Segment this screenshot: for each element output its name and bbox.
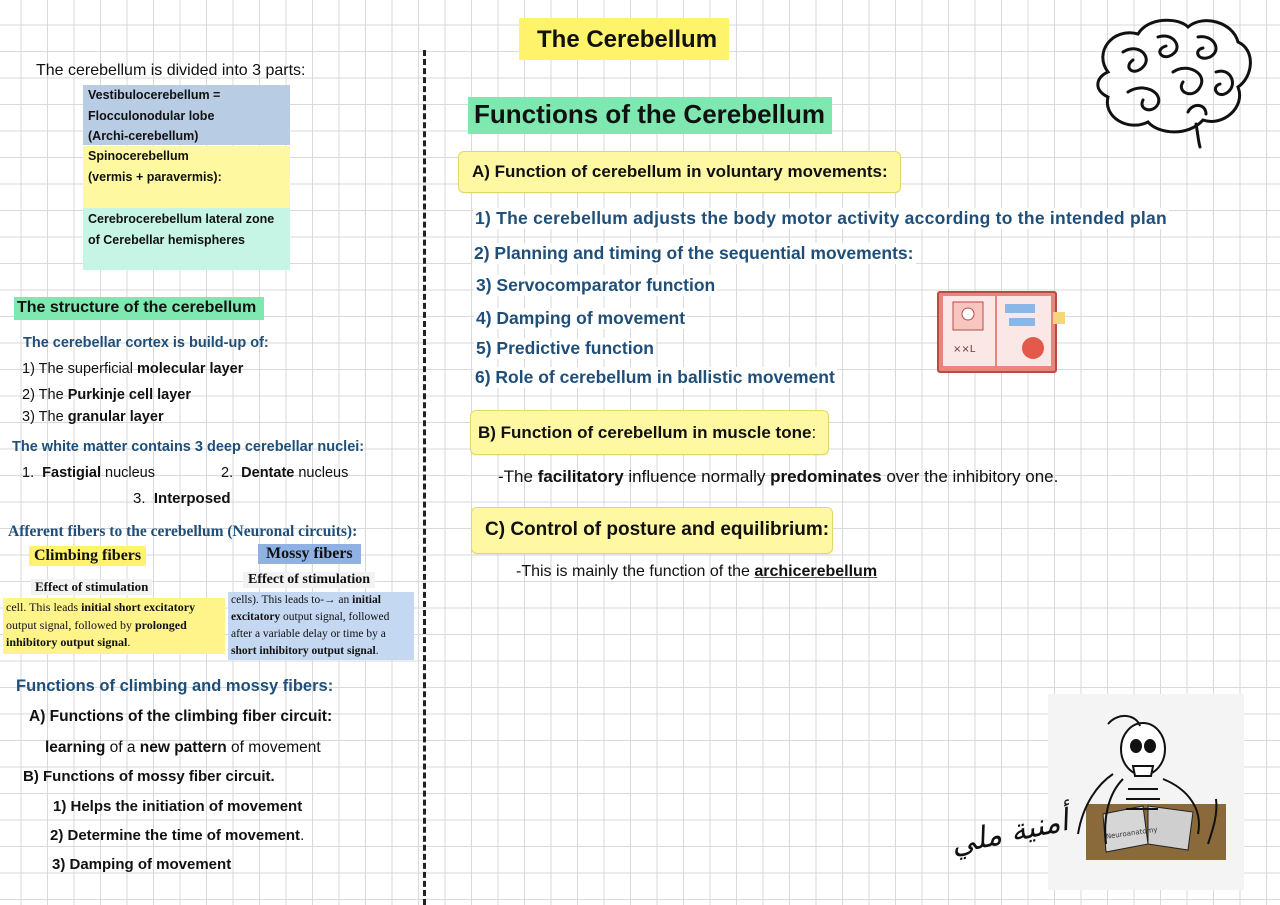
posture-desc: -This is mainly the function of the archicerebellum [516, 563, 878, 580]
section-a-heading: A) Function of cerebellum in voluntary movements: [458, 151, 901, 193]
skeleton-reading-sticker-icon [1048, 694, 1244, 890]
passport-sticker-icon [935, 290, 1070, 375]
dashed-divider [423, 50, 426, 905]
parts-intro: The cerebellum is divided into 3 parts: [36, 62, 306, 79]
nucleus-item: 2. Dentate nucleus [221, 465, 349, 481]
mossy-fibers-label: Mossy fibers [258, 544, 361, 564]
page-title: The Cerebellum [519, 18, 729, 60]
climbing-fibers-label: Climbing fibers [29, 546, 146, 566]
fiber-functions-title: Functions of climbing and mossy fibers: [16, 677, 334, 695]
voluntary-function-item: 5) Predictive function [476, 338, 654, 358]
white-matter-heading: The white matter contains 3 deep cerebellar nuclei: [12, 439, 365, 455]
layer-item: 1) The superficial molecular layer [22, 361, 244, 377]
climbing-function-desc: learning of a new pattern of movement [45, 739, 321, 756]
passport-text: ××L [953, 344, 976, 355]
mossy-function-item: 1) Helps the initiation of movement [53, 798, 303, 815]
cortex-heading: The cerebellar cortex is build-up of: [23, 335, 269, 351]
part-spinocerebellum: Spinocerebellum (vermis + paravermis): [83, 146, 290, 208]
mossy-function-item: 2) Determine the time of movement. [50, 827, 305, 844]
functions-subtitle: Functions of the Cerebellum [468, 97, 832, 134]
section-c-heading: C) Control of posture and equilibrium: [471, 507, 833, 554]
mossy-function-item: 3) Damping of movement [52, 856, 232, 873]
climbing-effect-label: Effect of stimulation [31, 579, 152, 595]
mossy-function-heading: B) Functions of mossy fiber circuit. [23, 768, 275, 785]
nucleus-item: 1. Fastigial nucleus [22, 465, 155, 481]
layer-item: 3) The granular layer [22, 409, 164, 425]
part-vestibulocerebellum: Vestibulocerebellum = Flocculonodular lobe (Archi-cerebellum) [83, 85, 290, 145]
book-title: Neuroanatomy [1105, 825, 1158, 841]
structure-title: The structure of the cerebellum [14, 297, 264, 320]
layer-item: 2) The Purkinje cell layer [22, 387, 192, 403]
mossy-effect-label: Effect of stimulation [243, 572, 375, 588]
voluntary-function-item: 4) Damping of movement [476, 308, 686, 328]
voluntary-function-item: 6) Role of cerebellum in ballistic movement [475, 367, 835, 387]
afferent-heading: Afferent fibers to the cerebellum (Neuronal circuits): [8, 523, 358, 540]
voluntary-function-item: 3) Servocomparator function [476, 275, 716, 295]
author-signature: أمنية ملي [947, 802, 1072, 863]
nucleus-item: 3. Interposed [133, 490, 231, 507]
voluntary-function-item: 1) The cerebellum adjusts the body motor activity according to the intended plan [475, 208, 1167, 228]
mossy-effect-description: cells). This leads to-→ an initial excitatory output signal, followed after a variable delay or time by a short inhibitory output signal. [228, 592, 414, 660]
brain-doodle-icon [1088, 12, 1258, 152]
section-b-heading: B) Function of cerebellum in muscle tone: [470, 410, 829, 455]
climbing-effect-description: cell. This leads initial short excitatory output signal, followed by prolonged inhibitory output signal. [3, 598, 225, 654]
climbing-function-heading: A) Functions of the climbing fiber circuit: [29, 708, 333, 725]
voluntary-function-item: 2) Planning and timing of the sequential movements: [474, 243, 914, 263]
muscle-tone-desc: -The facilitatory influence normally predominates over the inhibitory one. [498, 467, 1059, 486]
part-cerebrocerebellum: Cerebrocerebellum lateral zone of Cerebellar hemispheres [83, 208, 290, 270]
